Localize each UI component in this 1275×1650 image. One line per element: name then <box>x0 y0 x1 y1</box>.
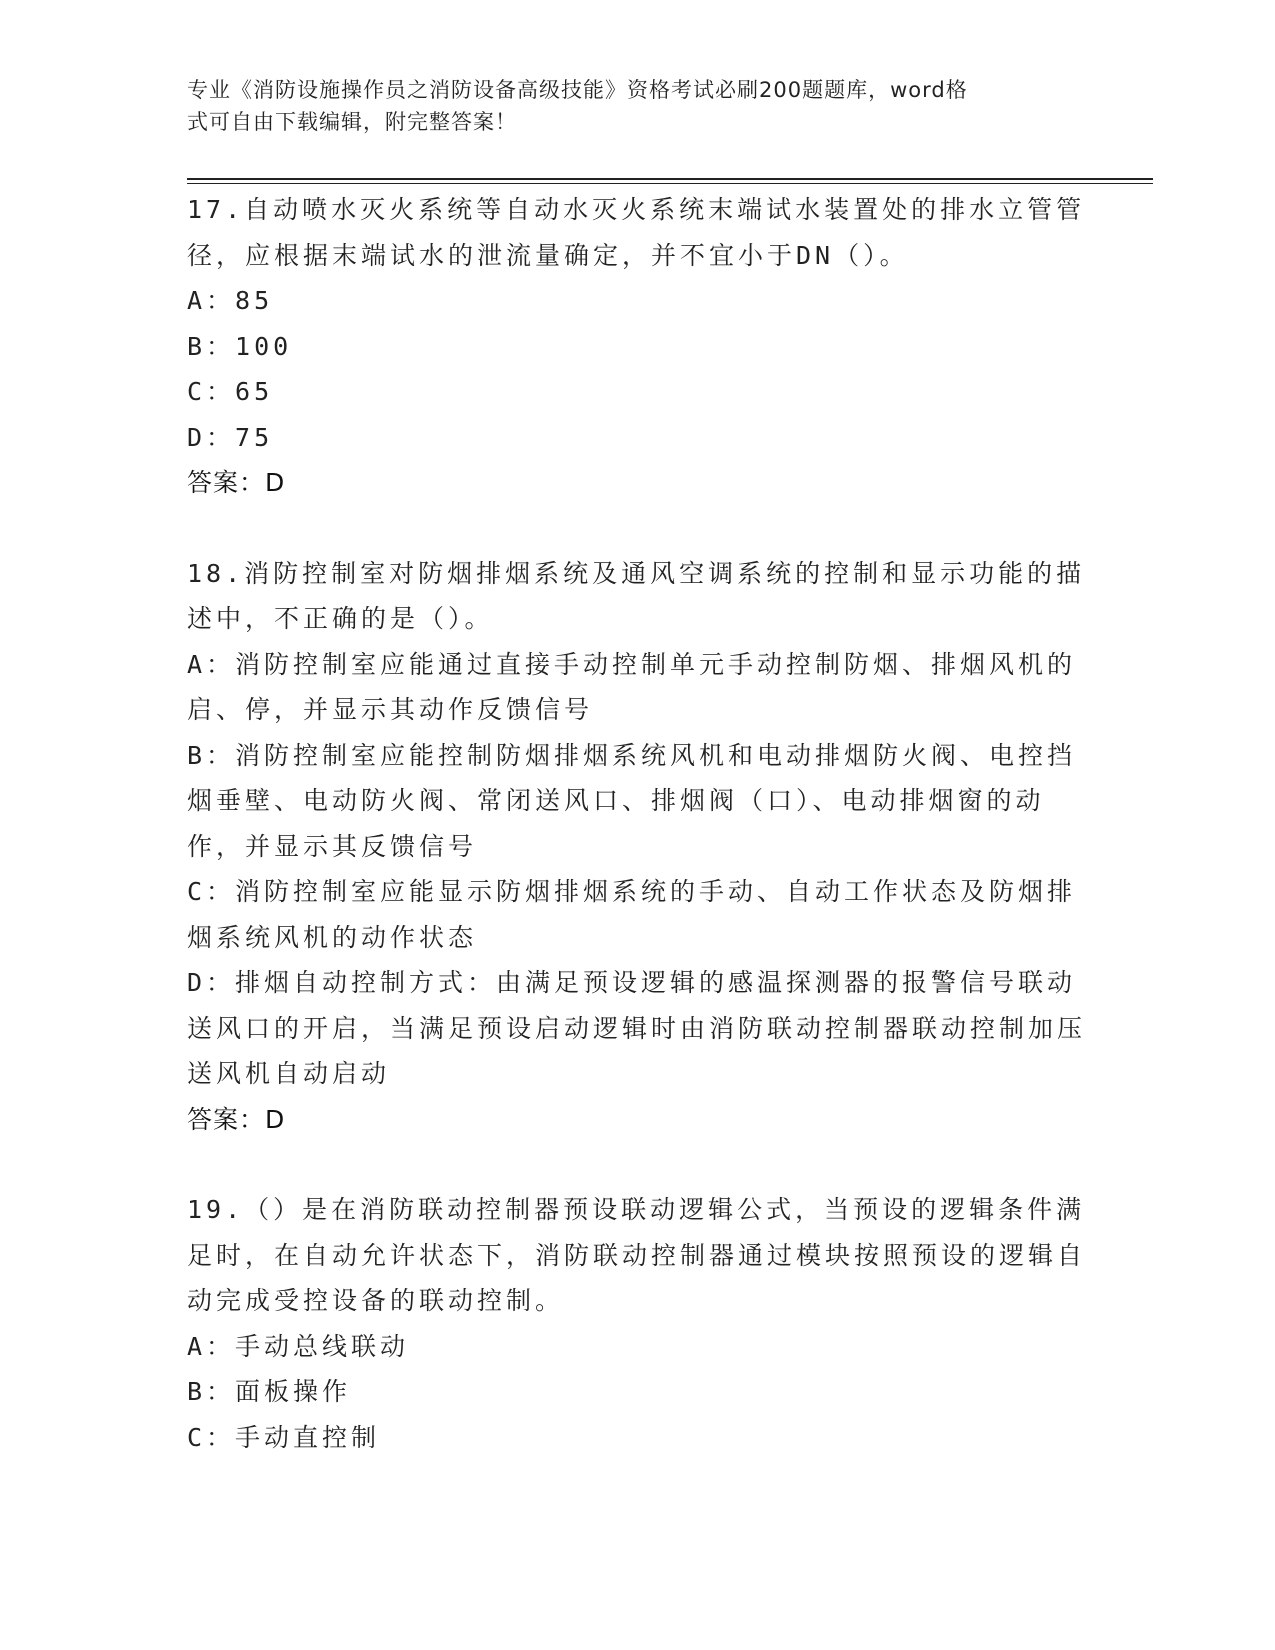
question-17 <box>187 187 1087 506</box>
option-d: D：75 <box>187 422 274 452</box>
option-b: B：消防控制室应能控制防烟排烟系统风机和电动排烟防火阀、电控挡烟垂壁、电动防火阀、常闭送风口、排烟阀（口）、电动排烟窗的动作，并显示其反馈信号 <box>187 740 1077 861</box>
header-line-1: 专业《消防设施操作员之消防设备高级技能》资格考试必刷200题题库，word格 <box>187 78 968 102</box>
option-a: A：85 <box>187 286 274 315</box>
question-spacer <box>187 506 1087 551</box>
question-stem: 18.消防控制室对防烟排烟系统及通风空调系统的控制和显示功能的描述中，不正确的是（）。 <box>187 558 1086 633</box>
question-list <box>187 187 1087 1460</box>
question-stem: 19.（）是在消防联动控制器预设联动逻辑公式，当预设的逻辑条件满足时，在自动允许状态下，消防联动控制器通过模块按照预设的逻辑自动完成受控设备的联动控制。 <box>187 1195 1087 1315</box>
option-a: A：消防控制室应能通过直接手动控制单元手动控制防烟、排烟风机的启、停，并显示其动作反馈信号 <box>187 649 1077 724</box>
question-spacer <box>187 1142 1087 1187</box>
option-b: B：面板操作 <box>187 1377 352 1406</box>
option-a: A：手动总线联动 <box>187 1331 410 1361</box>
option-c: C：消防控制室应能显示防烟排烟系统的手动、自动工作状态及防烟排烟系统风机的动作状态 <box>187 877 1077 952</box>
question-18 <box>187 551 1087 1143</box>
header-rule-thin <box>187 183 1153 184</box>
document-header <box>187 74 1067 138</box>
question-19 <box>187 1187 1087 1460</box>
header-rule-thick <box>187 178 1153 180</box>
answer-text: 答案：D <box>187 468 286 497</box>
option-b: B：100 <box>187 331 293 361</box>
option-d: D：排烟自动控制方式：由满足预设逻辑的感温探测器的报警信号联动送风口的开启，当满足预设启动逻辑时由消防联动控制器联动控制加压送风机自动启动 <box>187 968 1087 1088</box>
option-c: C：65 <box>187 377 274 406</box>
answer-text: 答案：D <box>187 1104 286 1134</box>
question-stem: 17.自动喷水灭火系统等自动水灭火系统末端试水装置处的排水立管管径，应根据末端试水的泄流量确定，并不宜小于DN（）。 <box>187 195 1086 270</box>
option-c: C：手动直控制 <box>187 1422 381 1452</box>
header-line-2: 式可自由下载编辑，附完整答案！ <box>187 110 517 134</box>
